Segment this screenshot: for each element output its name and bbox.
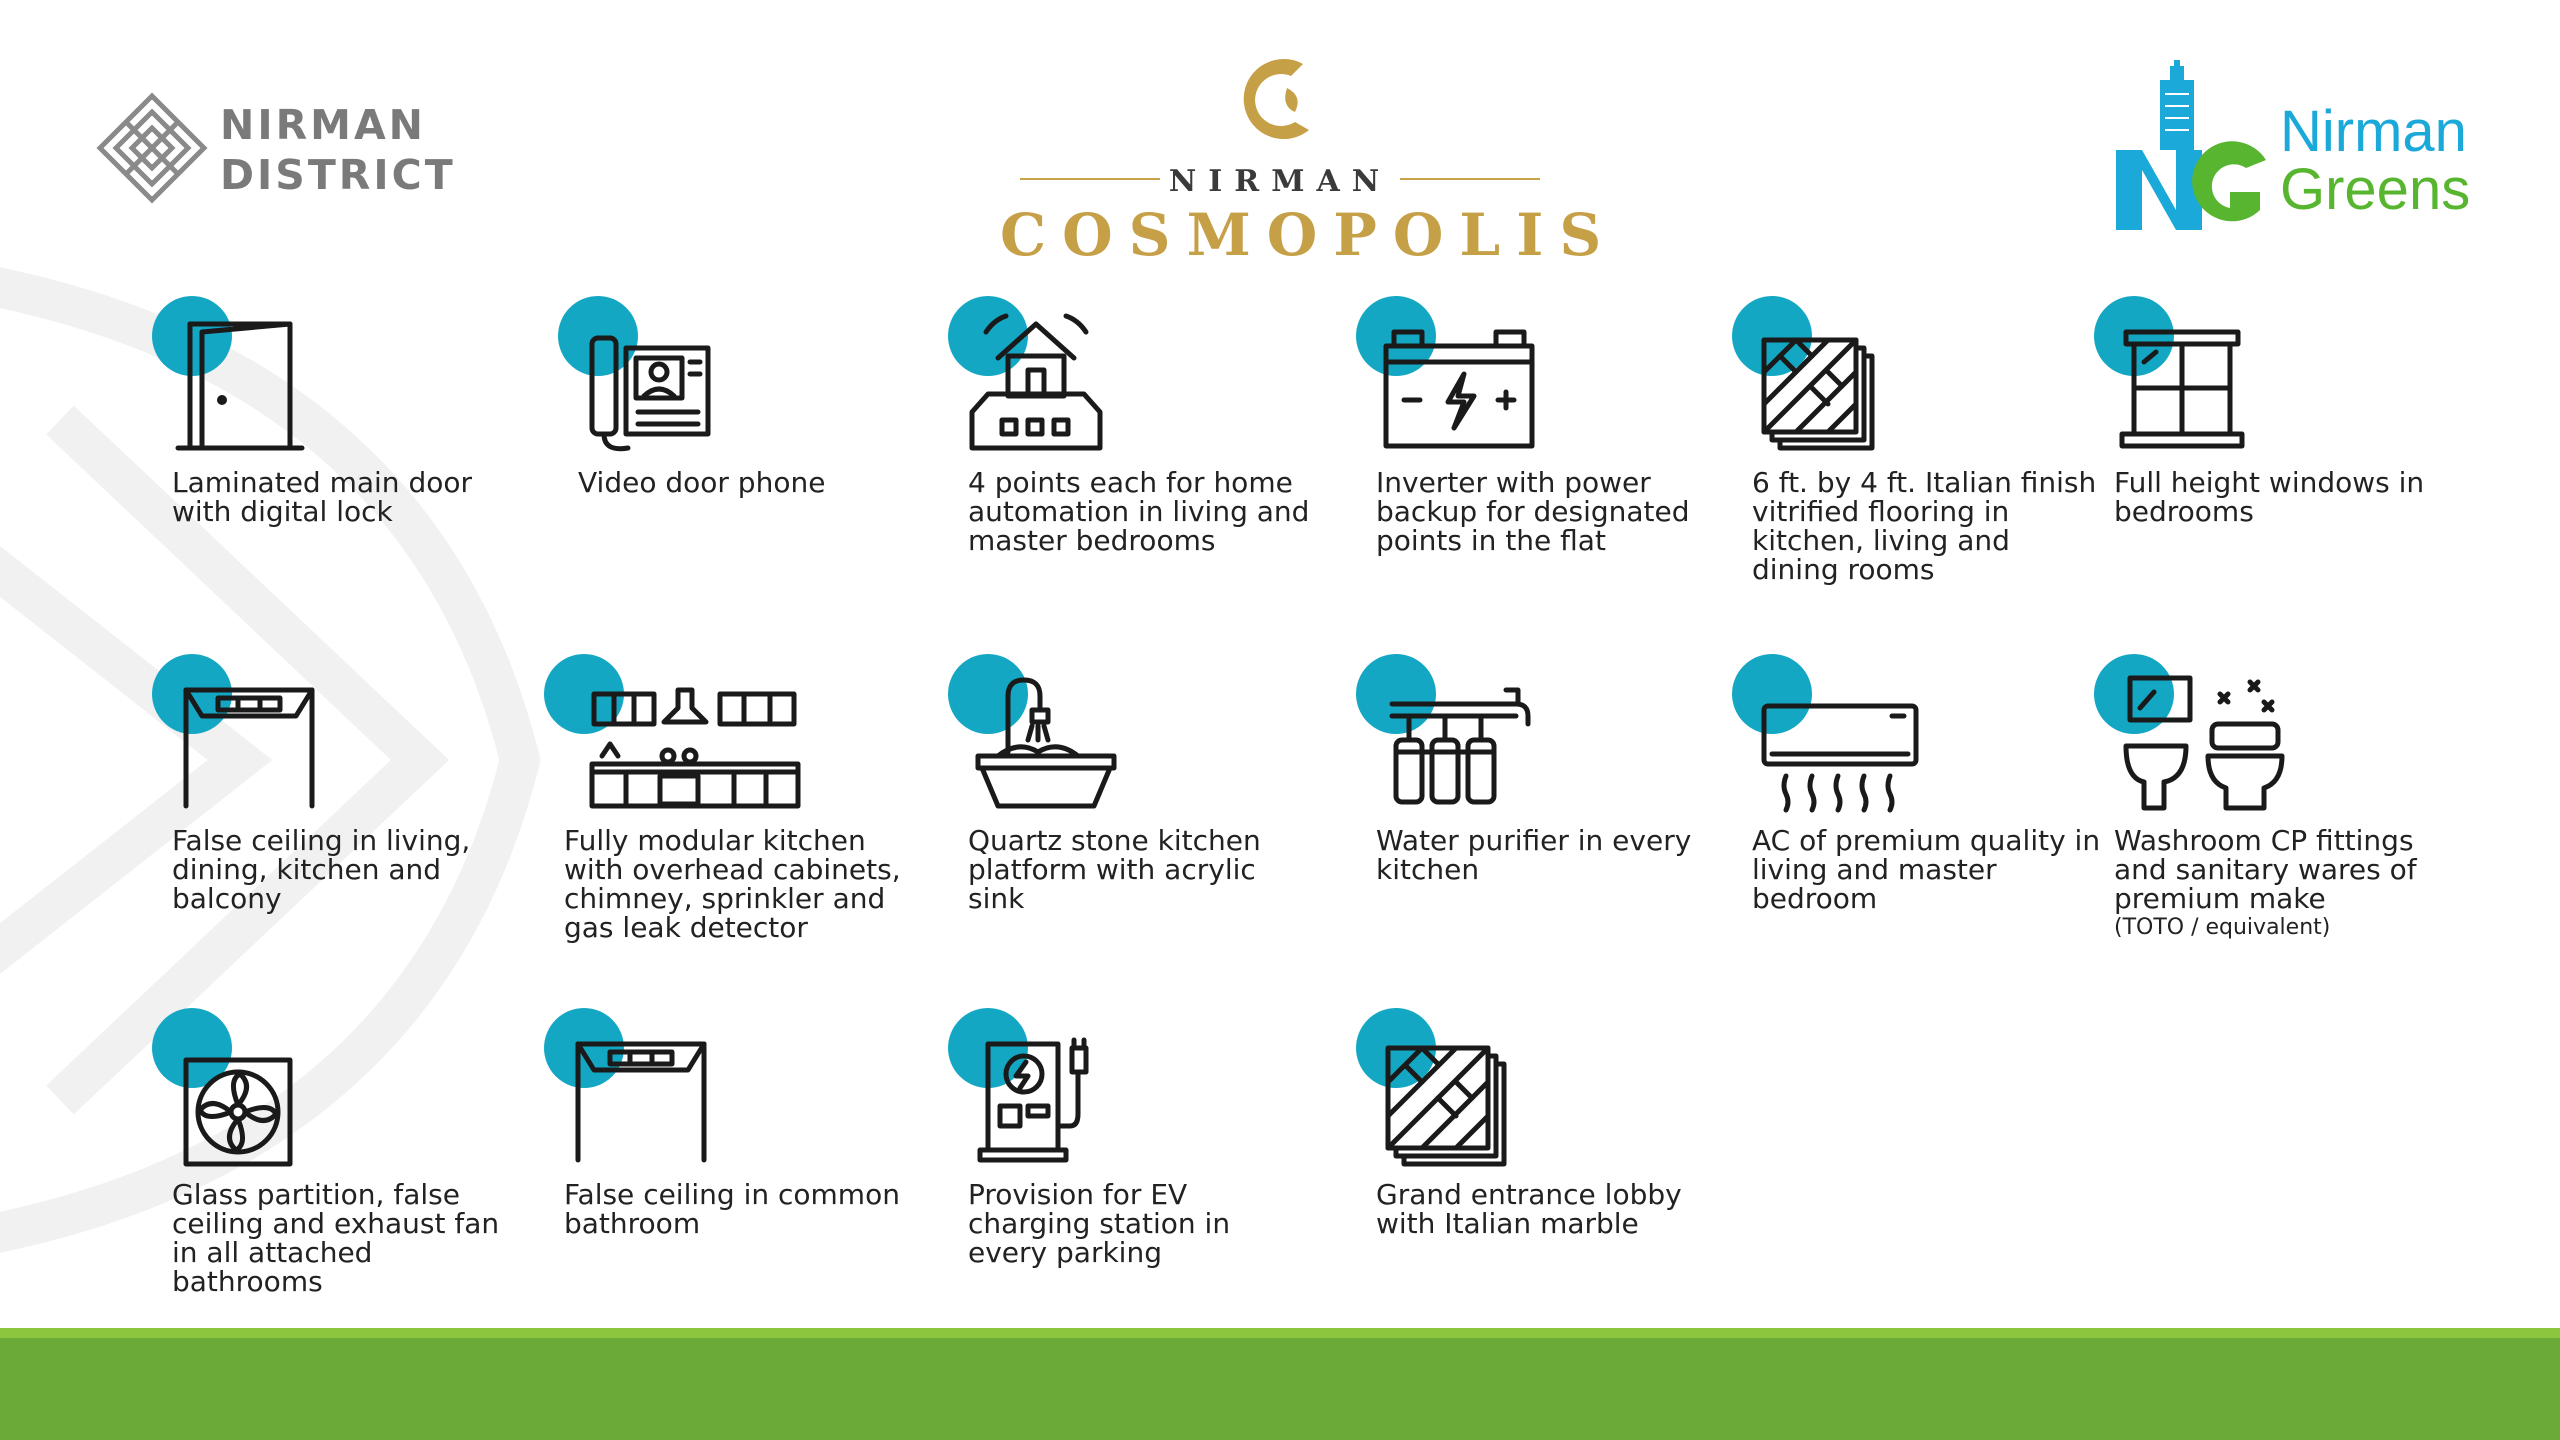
water-purifier-icon xyxy=(1366,660,1556,810)
diamond-lattice-logo-icon xyxy=(96,92,208,204)
toilet-icon xyxy=(2104,660,2294,810)
feature-label-text: Washroom CP fittings and sanitary wares of premium make xyxy=(2114,824,2417,915)
feature-label: Quartz stone kitchen platform with acrylic sink xyxy=(968,824,1261,915)
door-icon xyxy=(162,302,352,452)
feature-label: False ceiling in living, dining, kitchen and balcony xyxy=(172,824,471,915)
nirman-greens-logo xyxy=(2110,60,2490,230)
feature-false-ceiling-bathroom xyxy=(544,1008,904,1240)
feature-entrance-lobby xyxy=(1356,1008,1716,1240)
false-ceiling-icon xyxy=(162,660,352,810)
feature-label: Laminated main door with digital lock xyxy=(172,466,473,528)
footer-bar xyxy=(0,1338,2560,1440)
feature-label: Provision for EV charging station in every parking xyxy=(968,1178,1231,1269)
feature-label: Video door phone xyxy=(578,466,826,499)
feature-label: Glass partition, false ceiling and exhaust fan in all attached bathrooms xyxy=(172,1178,500,1298)
feature-quartz-platform xyxy=(948,654,1308,915)
feature-windows xyxy=(2094,296,2454,528)
feature-inverter xyxy=(1356,296,1716,557)
feature-false-ceiling-living xyxy=(152,654,512,915)
feature-label: False ceiling in common bathroom xyxy=(564,1178,900,1240)
sink-icon xyxy=(958,660,1148,810)
cosmo-small-text: NIRMAN xyxy=(1168,164,1392,199)
cosmo-big-text: COSMOPOLIS xyxy=(1000,201,1618,269)
feature-label: AC of premium quality in living and master bedroom xyxy=(1752,824,2101,915)
ev-charger-icon xyxy=(958,1014,1148,1164)
greens-line-1: Nirman xyxy=(2280,99,2467,164)
nirman-cosmopolis-logo xyxy=(1000,50,1618,269)
tiles-icon xyxy=(1742,302,1932,452)
district-line-1: NIRMAN xyxy=(220,101,426,149)
nirman-district-logo xyxy=(96,92,486,212)
feature-label: Inverter with power backup for designated points in the flat xyxy=(1376,466,1690,557)
district-line-2: DISTRICT xyxy=(220,151,456,199)
feature-ac xyxy=(1732,654,2101,915)
air-conditioner-icon xyxy=(1742,660,1932,810)
false-ceiling-icon xyxy=(554,1014,744,1164)
feature-washroom-fittings xyxy=(2094,654,2454,940)
feature-label xyxy=(2114,826,2464,943)
feature-modular-kitchen xyxy=(544,654,904,944)
exhaust-fan-icon xyxy=(162,1014,352,1164)
kitchen-icon xyxy=(554,660,784,810)
feature-label: Water purifier in every kitchen xyxy=(1376,824,1692,886)
battery-icon xyxy=(1366,302,1556,452)
crescent-c-logo-icon xyxy=(1225,50,1335,150)
smart-home-icon xyxy=(958,302,1148,452)
feature-video-door-phone xyxy=(558,296,918,499)
window-icon xyxy=(2104,302,2294,452)
footer-accent-line xyxy=(0,1328,2560,1338)
feature-label: 4 points each for home automation in living and master bedrooms xyxy=(968,466,1310,557)
greens-line-2: Greens xyxy=(2280,157,2471,222)
feature-water-purifier xyxy=(1356,654,1716,886)
tower-ng-logo-icon xyxy=(2110,60,2270,230)
feature-label: 6 ft. by 4 ft. Italian finish vitrified flooring in kitchen, living and dining rooms xyxy=(1752,466,2097,586)
feature-label: Full height windows in bedrooms xyxy=(2114,466,2425,528)
feature-main-door xyxy=(152,296,512,528)
feature-flooring xyxy=(1732,296,2097,586)
feature-label: Grand entrance lobby with Italian marble xyxy=(1376,1178,1682,1240)
feature-label-sub: (TOTO / equivalent) xyxy=(2114,915,2331,940)
intercom-icon xyxy=(568,302,758,452)
marble-tiles-icon xyxy=(1366,1014,1556,1164)
feature-glass-partition xyxy=(152,1008,512,1298)
feature-ev-charging xyxy=(948,1008,1308,1269)
feature-label: Fully modular kitchen with overhead cabinets, chimney, sprinkler and gas leak detector xyxy=(564,824,901,944)
feature-home-automation xyxy=(948,296,1310,557)
